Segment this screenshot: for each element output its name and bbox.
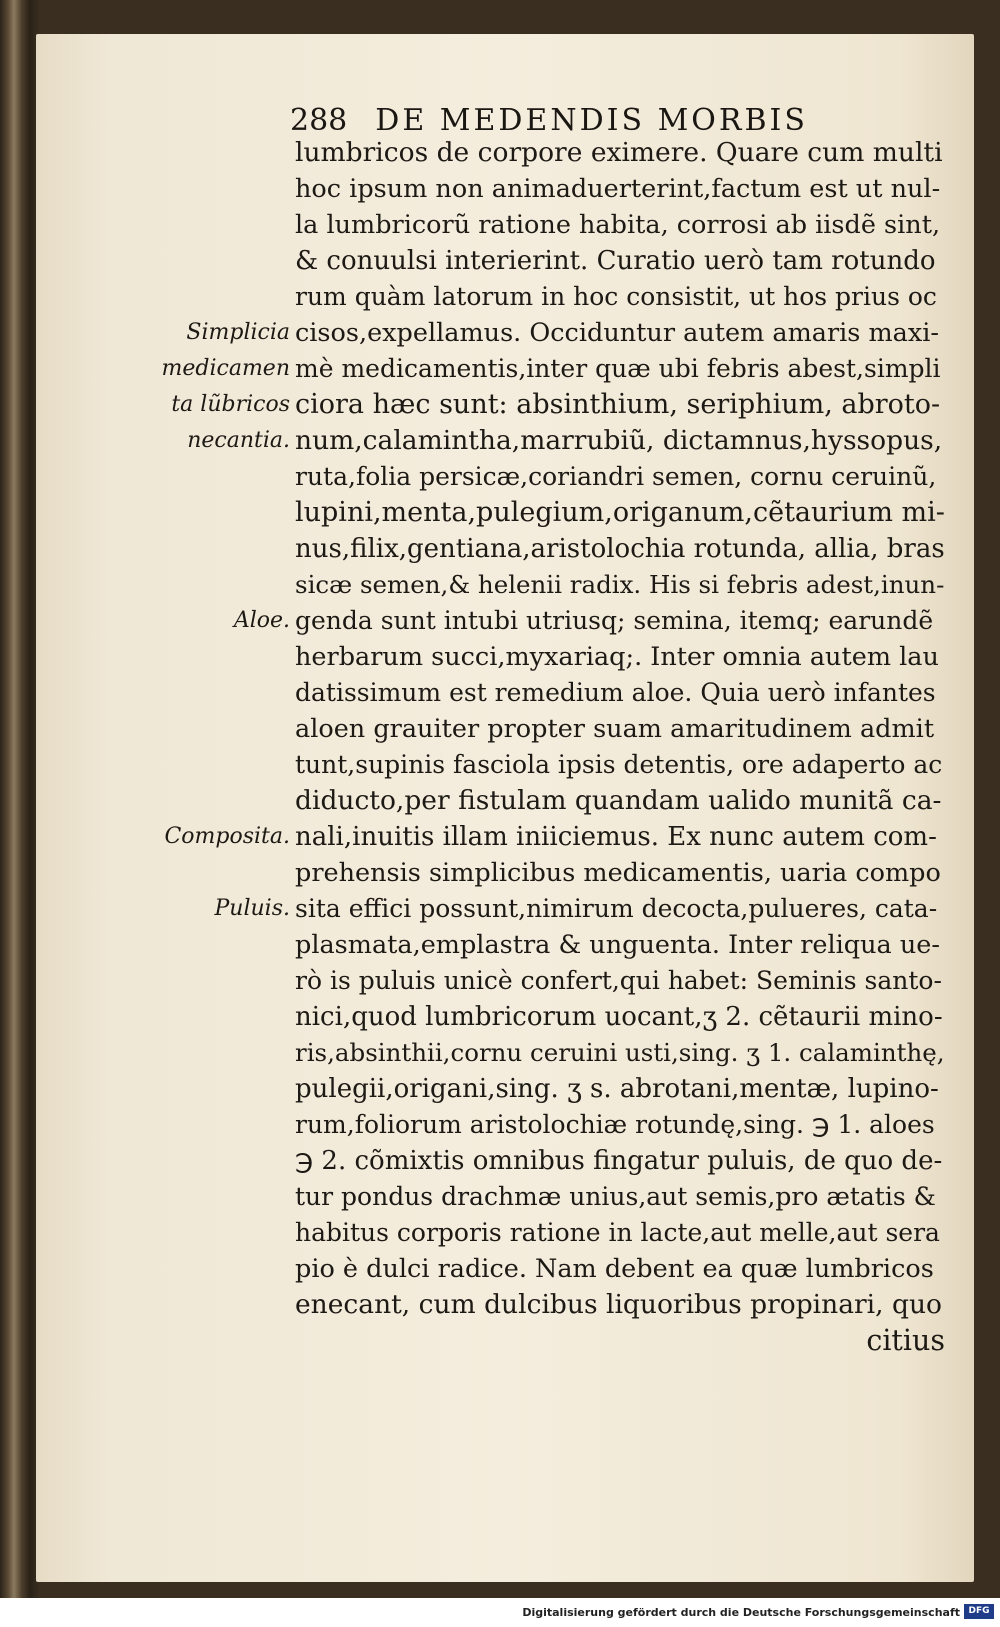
text-line: cisos,expellamus. Occiduntur autem amaris maxi- bbox=[295, 318, 940, 348]
text-line: rum,foliorum aristolochiæ rotundę,sing. ℈ 1. aloes bbox=[295, 1110, 935, 1139]
text-line: rum quàm latorum in hoc consistit, ut hos prius oc bbox=[295, 282, 937, 311]
text-line: pulegii,origani,sing. ʒ s. abrotani,mentæ, lupino- bbox=[295, 1074, 939, 1104]
text-line: habitus corporis ratione in lacte,aut melle,aut sera bbox=[295, 1218, 940, 1247]
catchword: citius bbox=[866, 1324, 945, 1357]
text-line: tur pondus drachmæ unius,aut semis,pro ætatis & bbox=[295, 1182, 936, 1211]
margin-note-composita: Composita. bbox=[164, 824, 290, 849]
margin-note-medicamen: medicamen bbox=[161, 356, 290, 381]
text-line: lupini,menta,pulegium,origanum,cẽtaurium mi- bbox=[295, 497, 945, 528]
text-line: datissimum est remedium aloe. Quia uerò infantes bbox=[295, 678, 936, 707]
running-title: DE MEDENDIS MORBIS bbox=[375, 103, 808, 138]
margin-note-aloe: Aloe. bbox=[233, 608, 290, 633]
text-line: pio è dulci radice. Nam debent ea quæ lumbricos bbox=[295, 1254, 934, 1284]
text-line: & conuulsi interierint. Curatio uerò tam rotundo bbox=[295, 246, 936, 276]
text-line: ris,absinthii,cornu ceruini usti,sing. ʒ 1. calaminthę, bbox=[295, 1038, 945, 1067]
page-header bbox=[290, 103, 808, 138]
margin-note-necantia: necantia. bbox=[187, 428, 290, 453]
body-text bbox=[295, 135, 945, 1359]
text-line: ruta,folia persicæ,coriandri semen, cornu ceruinũ, bbox=[295, 462, 937, 491]
text-line: sita effici possunt,nimirum decocta,pulueres, cata- bbox=[295, 894, 938, 923]
text-line: prehensis simplicibus medicamentis, uaria compo bbox=[295, 858, 941, 888]
text-line: hoc ipsum non animaduerterint,factum est ut nul- bbox=[295, 174, 941, 204]
text-line: la lumbricorũ ratione habita, corrosi ab iisdẽ sint, bbox=[295, 210, 941, 240]
funding-credit: Digitalisierung gefördert durch die Deutsche Forschungsgemeinschaft bbox=[522, 1606, 960, 1619]
text-line: lumbricos de corpore eximere. Quare cum multi bbox=[295, 137, 943, 168]
text-line: tunt,supinis fasciola ipsis detentis, ore adaperto ac bbox=[295, 750, 943, 779]
margin-note-lumbricos: ta lũbricos bbox=[171, 392, 290, 417]
text-line: aloen grauiter propter suam amaritudinem admit bbox=[295, 714, 935, 744]
text-line: nus,filix,gentiana,aristolochia rotunda, allia, bras bbox=[295, 534, 945, 564]
text-line: sicæ semen,& helenii radix. His si febris adest,inun- bbox=[295, 570, 945, 599]
text-line: genda sunt intubi utriusq; semina, itemq; earundẽ bbox=[295, 606, 934, 635]
dfg-logo: DFG bbox=[964, 1604, 994, 1619]
footer-bar bbox=[0, 1598, 1000, 1627]
text-line: rò is puluis unicè confert,qui habet: Seminis santo- bbox=[295, 966, 942, 995]
text-line: enecant, cum dulcibus liquoribus propinari, quo bbox=[295, 1289, 942, 1320]
page-number: 288 bbox=[290, 103, 348, 138]
text-line: nici,quod lumbricorum uocant,ʒ 2. cẽtaurii mino- bbox=[295, 1002, 943, 1032]
text-line: diducto,per fistulam quandam ualido munitã ca- bbox=[295, 785, 942, 816]
text-line: plasmata,emplastra & unguenta. Inter reliqua ue- bbox=[295, 930, 940, 960]
text-line: ciora hæc sunt: absinthium, seriphium, abroto- bbox=[295, 389, 941, 420]
text-line: nali,inuitis illam iniiciemus. Ex nunc autem com- bbox=[295, 822, 937, 852]
text-line: mè medicamentis,inter quæ ubi febris abest,simpli bbox=[295, 354, 941, 383]
margin-note-puluis: Puluis. bbox=[214, 896, 290, 921]
text-line: ℈ 2. cõmixtis omnibus fingatur puluis, de quo de- bbox=[295, 1146, 943, 1176]
text-line: herbarum succi,myxariaq;. Inter omnia autem lau bbox=[295, 642, 939, 672]
text-line: num,calamintha,marrubiũ, dictamnus,hyssopus, bbox=[295, 425, 943, 456]
margin-note-simplicia: Simplicia bbox=[186, 320, 290, 345]
